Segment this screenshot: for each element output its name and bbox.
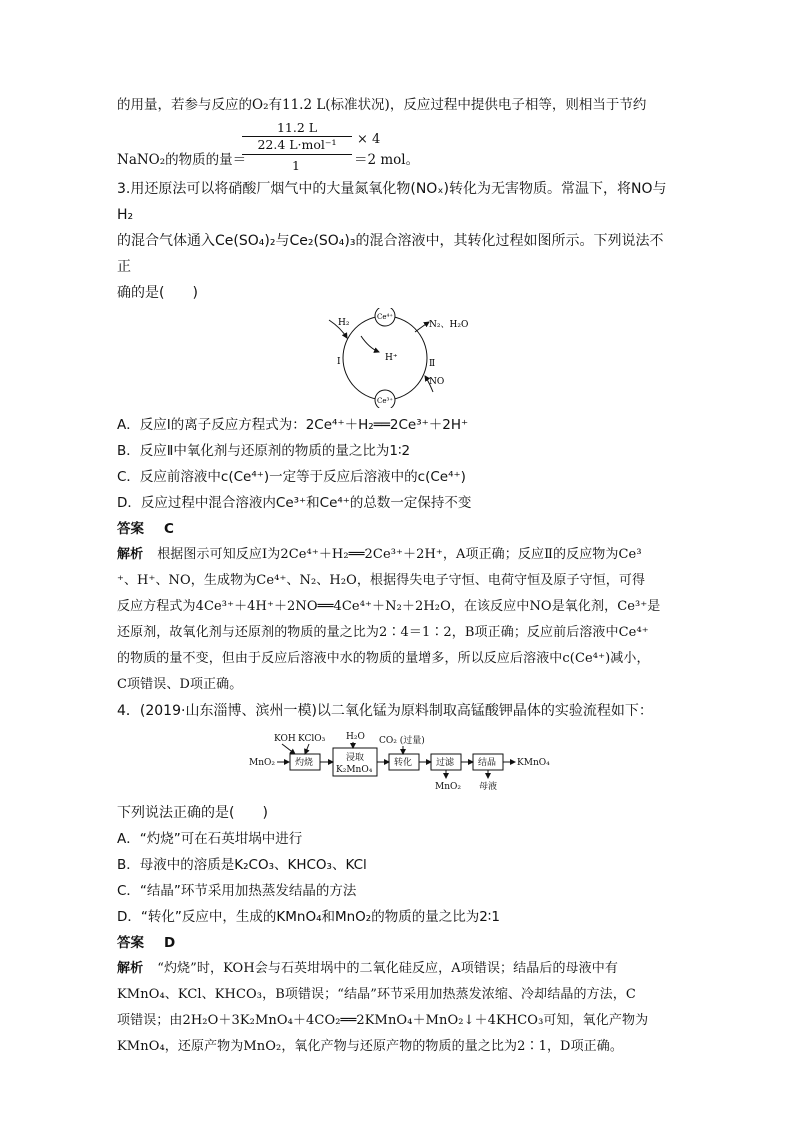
cycle-diagram	[117, 308, 677, 408]
flow-kclo3: KClO₃	[298, 734, 326, 744]
q4-option-b: B．母液中的溶质是K₂CO₃、KHCO₃、KCl	[117, 857, 367, 873]
q4-option-a: A．“灼烧”可在石英坩埚中进行	[117, 831, 303, 847]
q4-explanation-line	[117, 956, 677, 982]
fraction-bar	[242, 154, 352, 155]
q3-answer	[117, 516, 677, 542]
cycle-diagram-svg	[117, 308, 677, 408]
explanation-label: 解析	[117, 961, 144, 976]
q4-explanation-line: KMnO₄，还原产物为MnO₂，氧化产物与还原产物的物质的量之比为2∶1，D项正确。	[117, 1039, 623, 1054]
inner-fraction-bottom: 22.4 L·mol⁻¹	[257, 137, 337, 152]
flow-box-2-top: 浸取	[346, 753, 365, 763]
q3-option-a: A．反应Ⅰ的离子反应方程式为：2Ce⁴⁺＋H₂══2Ce³⁺＋2H⁺	[117, 417, 469, 433]
hplus-label: H⁺	[385, 353, 398, 363]
q4-option-d: D．“转化”反应中，生成的KMnO₄和MnO₂的物质的量之比为2∶1	[117, 909, 500, 925]
q4-stem-1: 4．(2019·山东淄博、滨州一模)以二氧化锰为原料制取高锰酸钾晶体的实验流程如下：	[117, 703, 653, 719]
fraction-numerator	[242, 120, 352, 153]
flow-box-3: 转化	[394, 758, 413, 768]
flow-box-5: 结晶	[478, 758, 497, 768]
q3-stem-3: 确的是( )	[117, 285, 198, 301]
inner-fraction-top: 11.2 L	[242, 120, 352, 137]
fraction-result: ＝2 mol。	[354, 152, 420, 168]
roman-1: Ⅰ	[337, 357, 341, 367]
q4-explanation-line: KMnO₄、KCl、KHCO₃，B项错误；“结晶”环节采用加热蒸发浓缩、冷却结晶的方法，C	[117, 987, 636, 1002]
q3-option-b: B．反应Ⅱ中氧化剂与还原剂的物质的量之比为1∶2	[117, 443, 411, 459]
q3-explanation-line: 还原剂，故氧化剂与还原剂的物质的量之比为2∶4＝1∶2，B项正确；反应前后溶液中Ce⁴⁺	[117, 625, 649, 640]
flow-box-4: 过滤	[436, 758, 455, 768]
ce3-label: Ce³⁺	[377, 397, 393, 405]
flow-h2o: H₂O	[346, 732, 365, 742]
q3-explanation-line: ⁺、H⁺、NO，生成物为Ce⁴⁺、N₂、H₂O，根据得失电子守恒、电荷守恒及原子守恒，可得	[117, 573, 646, 588]
roman-2: Ⅱ	[429, 359, 436, 369]
explanation-label: 解析	[117, 547, 144, 562]
answer-value: C	[164, 521, 174, 537]
flow-koh: KOH	[274, 734, 296, 744]
inner-arrow	[361, 336, 379, 352]
flow-box-2-bottom: K₂MnO₄	[336, 765, 373, 775]
q3-stem-2: 的混合气体通入Ce(SO₄)₂与Ce₂(SO₄)₃的混合溶液中，其转化过程如图所示。下列说法不正	[117, 233, 664, 275]
answer-label: 答案	[117, 521, 144, 537]
q3-option-c: C．反应前溶液中c(Ce⁴⁺)一定等于反应后溶液中的c(Ce⁴⁺)	[117, 469, 466, 485]
q3-explanation-line: C项错误、D项正确。	[117, 677, 243, 692]
q4-answer	[117, 930, 677, 956]
q3-explanation-line	[117, 542, 677, 568]
flow-mno2-in: MnO₂	[249, 758, 275, 768]
flow-co2: CO₂ (过量)	[379, 736, 425, 746]
explanation-text: “灼烧”时，KOH会与石英坩埚中的二氧化硅反应，A项错误；结晶后的母液中有	[157, 961, 618, 976]
document-page	[117, 92, 677, 1060]
q3-stem-1: 3.用还原法可以将硝酸厂烟气中的大量氮氧化物(NOₓ)转化为无害物质。常温下，将NO与H₂	[117, 181, 667, 223]
q3-explanation-line: 的物质的量不变，但由于反应后溶液中水的物质的量增多，所以反应后溶液中c(Ce⁴⁺)减小，	[117, 651, 650, 666]
n2h2o-label: N₂、H₂O	[429, 320, 469, 330]
intro-line: 的用量，若参与反应的O₂有11.2 L(标准状况)，反应过程中提供电子相等，则相当于节约	[117, 97, 647, 113]
flow-diagram	[117, 730, 677, 794]
h2-label: H₂	[338, 318, 350, 328]
flow-mother-liquor: 母液	[479, 782, 498, 792]
ce4-label: Ce⁴⁺	[377, 313, 393, 321]
q3-option-d: D．反应过程中混合溶液内Ce³⁺和Ce⁴⁺的总数一定保持不变	[117, 495, 472, 511]
answer-label: 答案	[117, 935, 144, 951]
n2h2o-arrow	[415, 322, 429, 332]
fraction-prefix: NaNO₂的物质的量＝	[117, 152, 247, 168]
q3-explanation-line: 反应方程式为4Ce³⁺＋4H⁺＋2NO══4Ce⁴⁺＋N₂＋2H₂O，在该反应中NO是氧化剂，Ce³⁺是	[117, 599, 661, 614]
q4-option-c: C．“结晶”环节采用加热蒸发结晶的方法	[117, 883, 357, 899]
fraction-multiplier: × 4	[357, 132, 381, 147]
explanation-text: 根据图示可知反应Ⅰ为2Ce⁴⁺＋H₂══2Ce³⁺＋2H⁺，A项正确；反应Ⅱ的反应物为Ce³	[157, 547, 642, 562]
answer-value: D	[164, 935, 176, 951]
fraction-equation	[117, 118, 677, 176]
flow-box-1: 灼烧	[295, 758, 314, 768]
fraction-denominator: 1	[292, 158, 300, 173]
flow-mno2-out: MnO₂	[435, 782, 461, 792]
no-label: NO	[429, 377, 445, 387]
q4-stem-2: 下列说法正确的是( )	[117, 805, 268, 821]
q4-explanation-line: 项错误；由2H₂O＋3K₂MnO₄＋4CO₂══2KMnO₄＋MnO₂↓＋4KHCO₃可知，氧化产物为	[117, 1013, 649, 1028]
flow-product: KMnO₄	[517, 758, 550, 768]
flow-diagram-svg	[117, 730, 677, 794]
